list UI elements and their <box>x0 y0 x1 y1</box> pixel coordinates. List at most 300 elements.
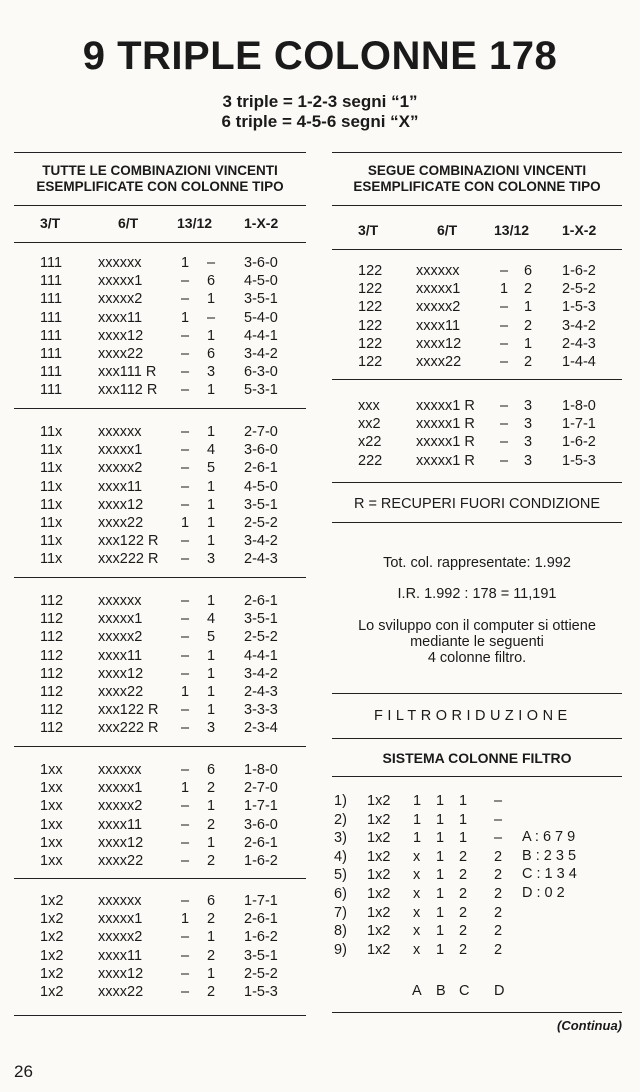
right-heading-line-2: ESEMPLIFICATE CON COLONNE TIPO <box>353 179 601 194</box>
left-col-header-1x2: 1-X-2 <box>244 215 279 231</box>
cell-6t: xxxxx2 <box>98 460 143 477</box>
divider <box>332 379 622 380</box>
cell-6t: xxxxx1 <box>98 780 143 797</box>
cell-3t: 112 <box>40 702 64 719</box>
cell-3t: 1x2 <box>40 984 64 1000</box>
cell-13: – <box>500 335 509 352</box>
cell-12: 1 <box>207 647 216 664</box>
cell-1x2: 3-5-1 <box>244 611 278 628</box>
cell-6t: xxxx12 <box>98 327 144 344</box>
divider <box>332 482 622 483</box>
filter-cell: 1 <box>459 830 468 847</box>
divider <box>14 746 306 747</box>
filter-cell: 2 <box>494 886 503 902</box>
cell-12: 1 <box>207 382 216 399</box>
divider <box>332 152 622 153</box>
cell-13: – <box>181 720 190 737</box>
cell-12: – <box>207 255 216 271</box>
cell-1x2: 3-4-2 <box>562 317 596 334</box>
filter-cell: 1 <box>436 811 445 828</box>
filter-legend-item: D : 0 2 <box>522 884 565 901</box>
cell-12: 1 <box>207 798 216 815</box>
cell-12: 3 <box>207 551 216 568</box>
cell-3t: 1xx <box>40 762 63 778</box>
cell-6t: xxxxx1 <box>98 911 143 928</box>
divider <box>14 878 306 879</box>
cell-6t: xxx112 R <box>98 382 158 399</box>
cell-6t: xxxx11 <box>416 317 461 334</box>
cell-1x2: 1-8-0 <box>244 762 278 778</box>
cell-6t: xxxx12 <box>98 965 144 982</box>
cell-12: 2 <box>207 911 216 928</box>
cell-3t: 11x <box>40 515 63 531</box>
filter-cell: x <box>413 923 421 940</box>
cell-13: – <box>181 327 190 344</box>
cell-1x2: 3-6-0 <box>244 816 278 833</box>
filter-cell: 1 <box>436 793 445 809</box>
left-col-header-6t: 6/T <box>118 215 139 231</box>
cell-6t: xxxxx2 <box>416 299 461 316</box>
cell-6t: xxxxx1 <box>98 273 143 290</box>
cell-3t: 111 <box>40 364 63 381</box>
cell-6t: xxxxxx <box>98 762 142 778</box>
cell-6t: xxxx11 <box>98 947 143 964</box>
divider <box>332 522 622 523</box>
cell-3t: 111 <box>40 346 63 362</box>
filter-cell: 2) <box>334 811 347 828</box>
cell-3t: 122 <box>358 281 383 298</box>
filter-cell: 2 <box>494 848 503 865</box>
cell-1x2: 2-4-3 <box>562 335 596 352</box>
subtitle-line-1: 3 triple = 1-2-3 segni “1” <box>222 92 418 111</box>
filter-cell: 1 <box>413 830 422 847</box>
cell-13: – <box>181 762 190 778</box>
cell-12: 2 <box>524 354 533 370</box>
cell-3t: 122 <box>358 354 383 370</box>
cell-3t: 11x <box>40 533 63 550</box>
cell-1x2: 1-5-3 <box>562 299 596 316</box>
cell-6t: xxxxx1 R <box>416 452 475 469</box>
cell-13: – <box>181 816 190 833</box>
cell-12: 1 <box>207 965 216 982</box>
cell-3t: 112 <box>40 665 64 682</box>
cell-1x2: 2-5-2 <box>244 515 278 531</box>
filter-cell: 5) <box>334 867 347 884</box>
cell-3t: 112 <box>40 684 64 700</box>
filter-cell: 8) <box>334 923 347 940</box>
cell-1x2: 2-7-0 <box>244 780 278 797</box>
cell-6t: xxxxx1 <box>98 442 143 459</box>
cell-12: 1 <box>207 702 216 719</box>
cell-6t: xxxx22 <box>416 354 462 370</box>
cell-6t: xxxxx1 R <box>416 434 475 451</box>
cell-3t: 112 <box>40 720 64 737</box>
cell-13: – <box>181 853 190 869</box>
sviluppo-line-2: mediante le seguenti <box>410 634 544 650</box>
filter-cell: 1 <box>436 941 445 958</box>
cell-6t: xxx222 R <box>98 551 159 568</box>
cell-1x2: 3-6-0 <box>244 442 278 459</box>
page-number: 26 <box>14 1062 33 1081</box>
cell-13: – <box>181 984 190 1000</box>
cell-12: 5 <box>207 460 216 477</box>
cell-13: – <box>500 416 509 433</box>
cell-3t: 122 <box>358 299 383 316</box>
cell-12: 3 <box>524 434 533 451</box>
cell-12: 3 <box>524 452 533 469</box>
cell-3t: 11x <box>40 442 63 459</box>
divider <box>14 242 306 243</box>
cell-1x2: 5-3-1 <box>244 382 278 399</box>
cell-13: – <box>181 346 190 362</box>
filter-cell: 1 <box>436 904 445 921</box>
cell-1x2: 2-6-1 <box>244 593 278 609</box>
filter-cell: 1 <box>413 811 422 828</box>
filter-cell: 9) <box>334 941 347 958</box>
cell-12: 4 <box>207 442 216 459</box>
cell-1x2: 1-7-1 <box>562 416 596 433</box>
cell-13: 1 <box>181 780 190 797</box>
filter-cell: x <box>413 886 421 902</box>
filter-cell: 1x2 <box>367 793 391 809</box>
cell-12: 6 <box>207 893 216 909</box>
cell-12: 1 <box>207 424 216 440</box>
cell-1x2: 4-5-0 <box>244 273 278 290</box>
continua-label: (Continua) <box>557 1018 622 1033</box>
cell-13: – <box>500 354 509 370</box>
cell-12: 1 <box>207 515 216 531</box>
filter-cell: 1x2 <box>367 923 391 940</box>
cell-1x2: 4-5-0 <box>244 478 278 495</box>
cell-6t: xxxx22 <box>98 346 144 362</box>
cell-12: 1 <box>207 929 216 946</box>
cell-12: 1 <box>207 478 216 495</box>
cell-12: 1 <box>207 327 216 344</box>
cell-13: 1 <box>181 911 190 928</box>
cell-12: 1 <box>524 299 533 316</box>
cell-13: – <box>181 893 190 909</box>
cell-1x2: 4-4-1 <box>244 647 278 664</box>
cell-13: – <box>181 929 190 946</box>
cell-6t: xxxxx1 <box>98 611 143 628</box>
cell-1x2: 2-5-2 <box>244 629 278 646</box>
cell-13: – <box>181 665 190 682</box>
cell-13: 1 <box>500 281 509 298</box>
cell-3t: 111 <box>40 273 63 290</box>
filter-cell: – <box>494 811 503 828</box>
filter-cell: 1 <box>436 867 445 884</box>
divider <box>14 152 306 153</box>
cell-6t: xxxxx2 <box>98 929 143 946</box>
filter-legend-item: C : 1 3 4 <box>522 866 577 883</box>
cell-12: 3 <box>524 416 533 433</box>
cell-13: – <box>181 533 190 550</box>
filter-cell: 3) <box>334 830 347 847</box>
cell-1x2: 3-3-3 <box>244 702 278 719</box>
cell-1x2: 1-6-2 <box>244 929 278 946</box>
cell-1x2: 2-5-2 <box>244 965 278 982</box>
cell-13: – <box>500 263 509 279</box>
cell-3t: 1x2 <box>40 911 64 928</box>
filter-cell: 1 <box>413 793 422 809</box>
cell-6t: xxxxx1 <box>416 281 461 298</box>
cell-6t: xxxx11 <box>98 647 143 664</box>
filter-cell: x <box>413 848 421 865</box>
right-col-header-1x2: 1-X-2 <box>562 222 597 238</box>
cell-3t: 112 <box>40 611 64 628</box>
cell-3t: 111 <box>40 327 63 344</box>
divider <box>14 577 306 578</box>
cell-1x2: 2-6-1 <box>244 911 278 928</box>
cell-3t: 111 <box>40 255 63 271</box>
cell-6t: xxxxx2 <box>98 798 143 815</box>
cell-1x2: 2-4-3 <box>244 551 278 568</box>
cell-13: – <box>181 460 190 477</box>
cell-3t: 1xx <box>40 816 63 833</box>
cell-12: 2 <box>524 281 533 298</box>
cell-6t: xxxx12 <box>98 496 144 513</box>
cell-3t: 1x2 <box>40 929 64 946</box>
cell-12: 3 <box>207 720 216 737</box>
cell-1x2: 1-6-2 <box>562 434 596 451</box>
cell-3t: 11x <box>40 460 63 477</box>
cell-12: 1 <box>207 496 216 513</box>
divider <box>14 205 306 206</box>
cell-13: 1 <box>181 515 190 531</box>
filter-cell: 1x2 <box>367 848 391 865</box>
cell-3t: 11x <box>40 496 63 513</box>
cell-6t: xxxx12 <box>98 665 144 682</box>
divider <box>332 776 622 777</box>
right-col-header-3t: 3/T <box>358 222 379 238</box>
cell-3t: 122 <box>358 263 383 279</box>
cell-6t: xxxxxx <box>98 255 142 271</box>
filter-cell: 1 <box>436 848 445 865</box>
total-columns: Tot. col. rappresentate: 1.992 <box>383 555 571 571</box>
cell-12: 2 <box>207 816 216 833</box>
subtitle-line-2: 6 triple = 4-5-6 segni “X” <box>221 112 419 131</box>
cell-1x2: 1-7-1 <box>244 893 278 909</box>
filter-cell: x <box>413 904 421 921</box>
cell-1x2: 3-5-1 <box>244 291 278 308</box>
filter-footer-label: C <box>459 983 470 999</box>
cell-13: – <box>181 273 190 290</box>
cell-3t: 112 <box>40 593 64 609</box>
cell-12: 2 <box>207 947 216 964</box>
cell-12: 2 <box>207 853 216 869</box>
right-col-header-6t: 6/T <box>437 222 458 238</box>
cell-13: – <box>500 434 509 451</box>
cell-6t: xxxx22 <box>98 684 144 700</box>
page-title: 9 TRIPLE COLONNE 178 <box>82 34 558 78</box>
cell-13: – <box>500 398 509 414</box>
cell-6t: xxxx22 <box>98 984 144 1000</box>
filter-cell: 2 <box>459 923 468 940</box>
cell-6t: xxxxx1 R <box>416 398 475 414</box>
cell-12: 2 <box>207 984 216 1000</box>
cell-3t: 111 <box>40 291 63 308</box>
cell-6t: xxxx22 <box>98 515 144 531</box>
cell-3t: 11x <box>40 551 63 568</box>
cell-13: – <box>181 947 190 964</box>
cell-13: – <box>181 424 190 440</box>
cell-6t: xxx122 R <box>98 533 159 550</box>
right-col-header-13-12: 13/12 <box>494 222 530 238</box>
filter-cell: 2 <box>494 941 503 958</box>
filter-legend-item: A : 6 7 9 <box>522 829 576 845</box>
right-heading-line-1: SEGUE COMBINAZIONI VINCENTI <box>367 163 587 178</box>
cell-3t: 222 <box>358 452 383 469</box>
cell-6t: xxxx12 <box>416 335 462 352</box>
cell-12: 6 <box>207 346 216 362</box>
cell-6t: xxx222 R <box>98 720 159 737</box>
cell-13: – <box>181 647 190 664</box>
filter-cell: 1 <box>436 886 445 902</box>
cell-6t: xxxxxx <box>416 263 460 279</box>
cell-3t: 122 <box>358 317 383 334</box>
cell-12: 6 <box>524 263 533 279</box>
cell-3t: 1x2 <box>40 947 64 964</box>
cell-1x2: 4-4-1 <box>244 327 278 344</box>
filter-cell: 1 <box>436 923 445 940</box>
cell-3t: 1xx <box>40 798 63 815</box>
cell-6t: xxxx11 <box>98 816 143 833</box>
filter-cell: 1x2 <box>367 904 391 921</box>
cell-13: – <box>500 317 509 334</box>
divider <box>332 205 622 206</box>
cell-6t: xxxxxx <box>98 424 142 440</box>
cell-3t: 11x <box>40 424 63 440</box>
cell-6t: xxxxx2 <box>98 291 143 308</box>
cell-1x2: 1-7-1 <box>244 798 278 815</box>
cell-12: 6 <box>207 273 216 290</box>
cell-1x2: 2-6-1 <box>244 834 278 851</box>
divider <box>14 1015 306 1016</box>
filter-cell: 1x2 <box>367 830 391 847</box>
filter-cell: 2 <box>494 923 503 940</box>
cell-3t: 122 <box>358 335 383 352</box>
cell-6t: xxxxx2 <box>98 629 143 646</box>
divider <box>332 738 622 739</box>
cell-6t: xxxx11 <box>98 478 143 495</box>
cell-13: – <box>181 442 190 459</box>
cell-1x2: 5-4-0 <box>244 309 278 326</box>
cell-13: – <box>181 382 190 399</box>
filter-cell: 1 <box>436 830 445 847</box>
cell-12: 1 <box>207 533 216 550</box>
cell-1x2: 1-8-0 <box>562 398 596 414</box>
cell-13: 1 <box>181 309 190 326</box>
sistema-heading: SISTEMA COLONNE FILTRO <box>382 750 572 766</box>
filter-legend-item: B : 2 3 5 <box>522 847 577 864</box>
filter-cell: x <box>413 941 421 958</box>
cell-13: – <box>181 798 190 815</box>
ir-line: I.R. 1.992 : 178 = 11,191 <box>397 586 557 602</box>
filter-cell: 2 <box>494 904 503 921</box>
filter-cell: 2 <box>459 848 468 865</box>
cell-6t: xxxx11 <box>98 309 143 326</box>
cell-1x2: 3-4-2 <box>244 533 278 550</box>
left-heading-line-1: TUTTE LE COMBINAZIONI VINCENTI <box>42 163 278 178</box>
filter-footer-label: D <box>494 983 505 999</box>
left-col-header-3t: 3/T <box>40 215 61 231</box>
cell-12: 1 <box>207 593 216 609</box>
left-heading-line-2: ESEMPLIFICATE CON COLONNE TIPO <box>36 179 284 194</box>
cell-13: – <box>181 551 190 568</box>
filter-cell: 1 <box>459 793 468 809</box>
cell-12: 3 <box>524 398 533 414</box>
cell-13: – <box>181 611 190 628</box>
filter-cell: 1x2 <box>367 886 391 902</box>
filter-cell: 1 <box>459 811 468 828</box>
cell-6t: xxxxxx <box>98 893 142 909</box>
left-col-header-13-12: 13/12 <box>177 215 213 231</box>
cell-3t: 1xx <box>40 834 63 851</box>
divider <box>332 249 622 250</box>
cell-1x2: 3-4-2 <box>244 346 278 362</box>
cell-6t: xxx111 R <box>98 364 157 381</box>
cell-3t: x22 <box>358 434 382 451</box>
filter-cell: 2 <box>494 867 503 884</box>
recuperi-note: R = RECUPERI FUORI CONDIZIONE <box>353 496 601 512</box>
cell-3t: 1x2 <box>40 965 64 982</box>
cell-1x2: 1-6-2 <box>244 853 278 869</box>
cell-3t: 111 <box>40 382 63 399</box>
filtroriduzione-label: FILTRORIDUZIONE <box>374 708 572 724</box>
divider <box>332 1012 622 1013</box>
cell-12: 3 <box>207 364 216 381</box>
cell-6t: xxxxxx <box>98 593 142 609</box>
cell-6t: xxxx12 <box>98 834 144 851</box>
cell-1x2: 3-4-2 <box>244 665 278 682</box>
divider <box>14 408 306 409</box>
filter-cell: 2 <box>459 867 468 884</box>
cell-3t: 112 <box>40 647 64 664</box>
cell-3t: 1xx <box>40 780 63 797</box>
cell-1x2: 1-6-2 <box>562 263 596 279</box>
filter-cell: 4) <box>334 848 347 865</box>
sviluppo-line-3: 4 colonne filtro. <box>427 650 527 666</box>
cell-1x2: 6-3-0 <box>244 364 278 381</box>
cell-12: 1 <box>207 834 216 851</box>
cell-12: 2 <box>207 780 216 797</box>
cell-12: – <box>207 309 216 326</box>
filter-cell: 2 <box>459 904 468 921</box>
cell-12: 1 <box>207 291 216 308</box>
cell-12: 4 <box>207 611 216 628</box>
cell-13: – <box>181 291 190 308</box>
cell-13: 1 <box>181 684 190 700</box>
filter-cell: 6) <box>334 886 347 902</box>
cell-13: – <box>500 452 509 469</box>
cell-13: – <box>500 299 509 316</box>
cell-1x2: 1-5-3 <box>562 452 596 469</box>
cell-12: 1 <box>524 335 533 352</box>
cell-12: 2 <box>524 317 533 334</box>
filter-footer-label: A <box>412 983 422 999</box>
divider <box>332 693 622 694</box>
cell-6t: xxx122 R <box>98 702 159 719</box>
filter-cell: 1x2 <box>367 867 391 884</box>
cell-12: 1 <box>207 684 216 700</box>
cell-3t: 1xx <box>40 853 63 869</box>
filter-cell: 1x2 <box>367 811 391 828</box>
cell-13: – <box>181 702 190 719</box>
cell-1x2: 3-6-0 <box>244 255 278 271</box>
filter-footer-label: B <box>436 983 446 999</box>
cell-13: – <box>181 364 190 381</box>
cell-1x2: 1-5-3 <box>244 984 278 1000</box>
